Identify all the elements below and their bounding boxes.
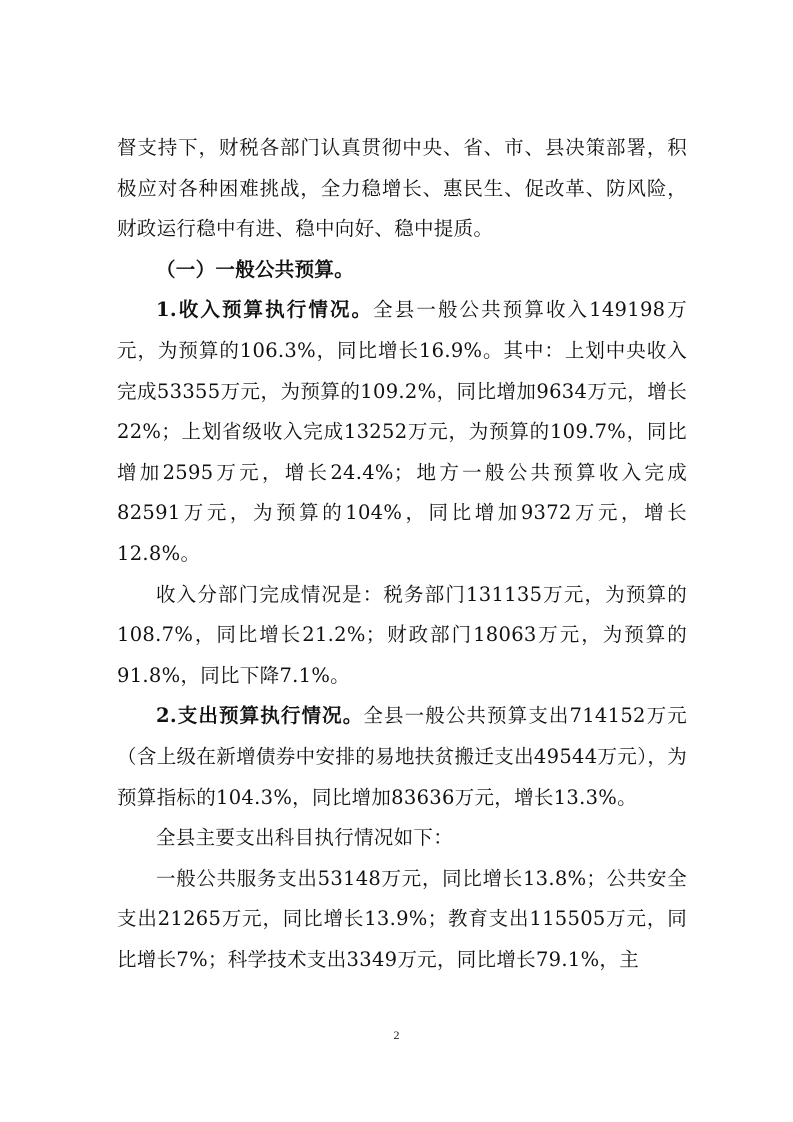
paragraph-revenue-by-department xyxy=(117,575,687,697)
paragraph-expenditure-items xyxy=(117,859,687,981)
paragraph-expenditure xyxy=(117,696,687,818)
paragraph-expenditure-intro xyxy=(117,818,687,859)
paragraph-text: 全县一般公共预算收入149198万元，为预算的106.3%，同比增长16.9%。其中：上划中央收入完成53355万元，为预算的109.2%，同比增加9634万元，增长22%；上划省级收入完成13252万元，为预算的109.7%，同比增加2595万元，增长24.4%；地方一般公共预算收入完成82591万元，为预算的104%，同比增加9372万元，增长12.8%。 xyxy=(117,298,687,565)
paragraph-lead: 2.支出预算执行情况。 xyxy=(156,704,364,728)
paragraph-continuation xyxy=(117,128,687,250)
paragraph-revenue xyxy=(117,290,687,574)
paragraph-text: 全县一般公共预算支出714152万元（含上级在新增债券中安排的易地扶贫搬迁支出49544万元），为预算指标的104.3%，同比增加83636万元，增长13.3%。 xyxy=(117,704,687,809)
paragraph-text: 一般公共服务支出53148万元，同比增长13.8%；公共安全支出21265万元，同比增长13.9%；教育支出115505万元，同比增长7%；科学技术支出3349万元，同比增长79.1%，主 xyxy=(117,866,687,971)
document-body xyxy=(117,128,687,980)
section-heading-text: （一）一般公共预算。 xyxy=(156,257,355,281)
paragraph-text: 收入分部门完成情况是：税务部门131135万元，为预算的108.7%，同比增长21.2%；财政部门18063万元，为预算的91.8%，同比下降7.1%。 xyxy=(117,582,687,687)
paragraph-lead: 1.收入预算执行情况。 xyxy=(156,298,374,322)
paragraph-text: 督支持下，财税各部门认真贯彻中央、省、市、县决策部署，积极应对各种困难挑战，全力稳增长、惠民生、促改革、防风险，财政运行稳中有进、稳中向好、稳中提质。 xyxy=(117,136,687,241)
paragraph-text: 全县主要支出科目执行情况如下： xyxy=(156,826,454,850)
section-heading xyxy=(117,250,687,291)
page-number: 2 xyxy=(393,1028,400,1042)
